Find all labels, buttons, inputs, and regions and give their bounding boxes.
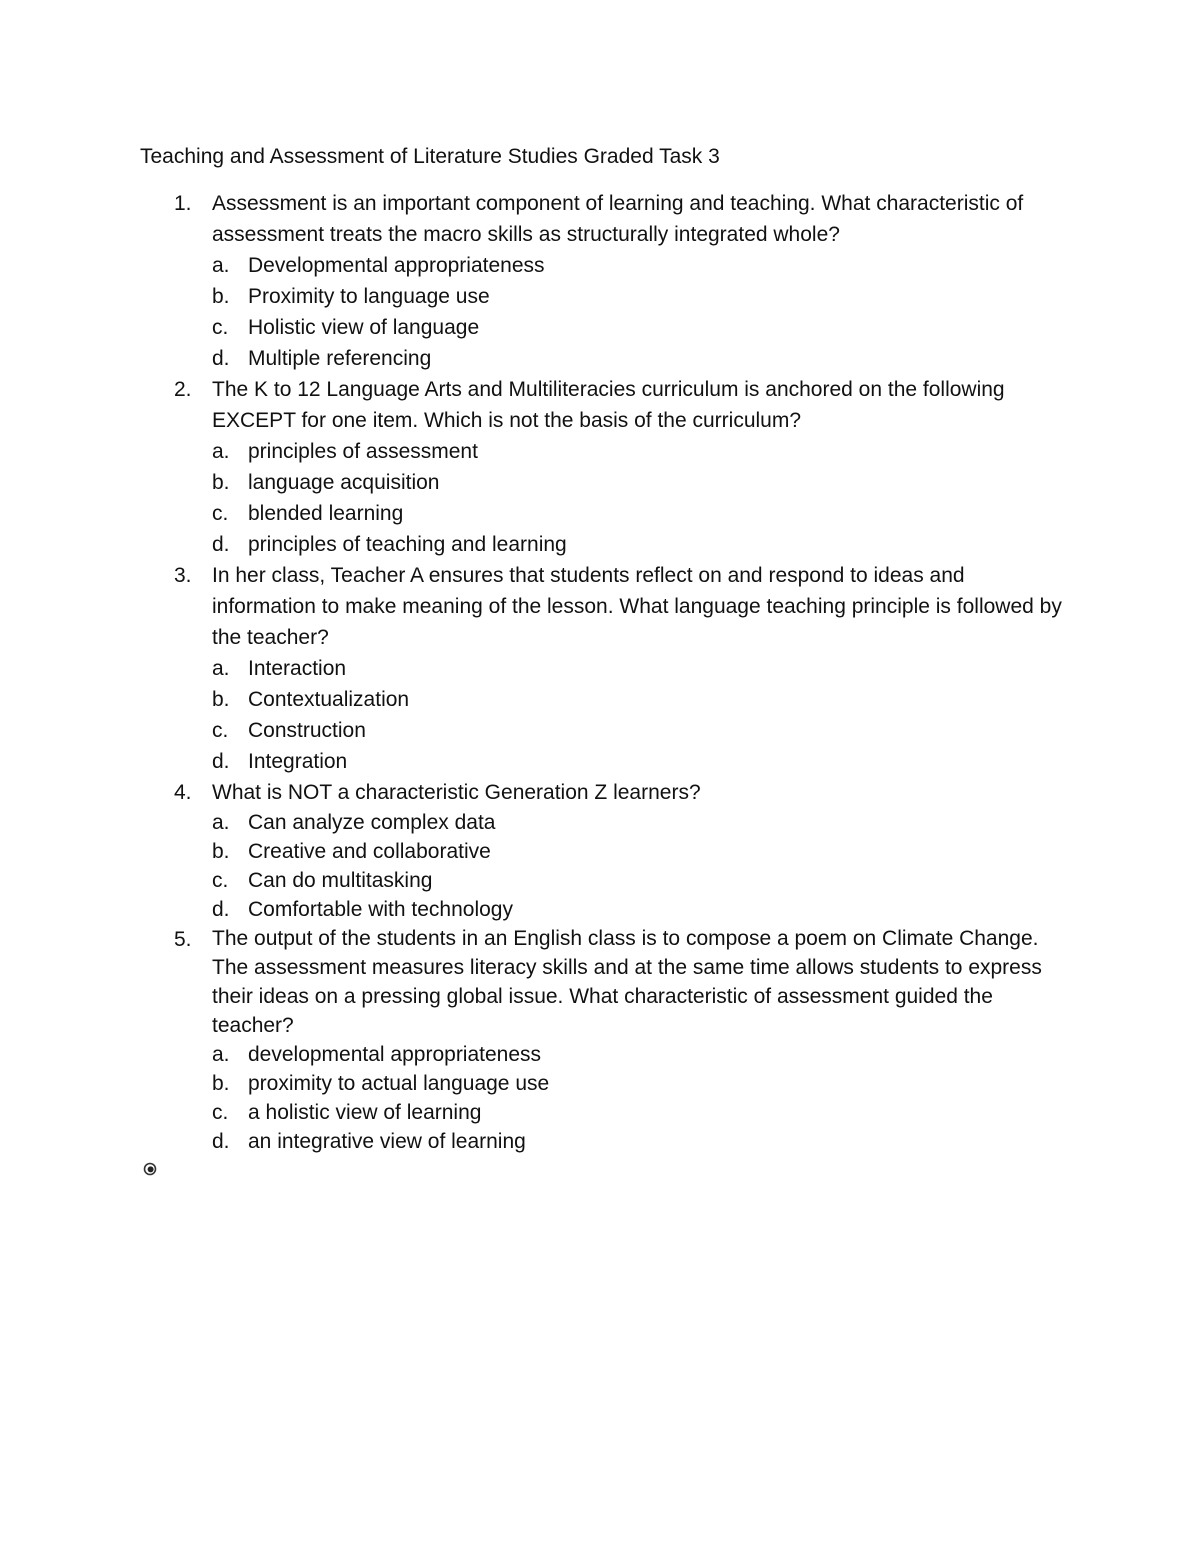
- option-text: Developmental appropriateness: [248, 254, 545, 277]
- option-text: language acquisition: [248, 471, 440, 494]
- question-item: [140, 560, 1070, 777]
- option-text: proximity to actual language use: [248, 1072, 550, 1095]
- option-letter: d.: [212, 347, 230, 370]
- option-letter: d.: [212, 1130, 230, 1153]
- option-text: blended learning: [248, 502, 404, 525]
- option-list: [212, 808, 1070, 924]
- option-text: Proximity to language use: [248, 285, 490, 308]
- option-list: [212, 1040, 1070, 1156]
- option-text: Contextualization: [248, 688, 410, 711]
- option-letter: d.: [212, 898, 230, 921]
- option-letter: c.: [212, 1101, 229, 1124]
- question-text: The K to 12 Language Arts and Multiliteracies curriculum is anchored on the following EXCEPT for one item. Which is not the basis of the curriculum?: [212, 378, 1005, 432]
- option-item: [212, 866, 1070, 895]
- option-item: [212, 1040, 1070, 1069]
- option-text: Comfortable with technology: [248, 898, 513, 921]
- question-number: 5.: [174, 928, 192, 951]
- option-letter: b.: [212, 285, 230, 308]
- option-letter: b.: [212, 1072, 230, 1095]
- question-item: [140, 777, 1070, 924]
- option-item: [212, 1069, 1070, 1098]
- option-item: [212, 467, 1070, 498]
- option-item: [212, 343, 1070, 374]
- option-text: an integrative view of learning: [248, 1130, 526, 1153]
- question-list: [140, 188, 1070, 1156]
- option-text: Creative and collaborative: [248, 840, 491, 863]
- option-letter: a.: [212, 440, 230, 463]
- option-item: [212, 895, 1070, 924]
- option-list: [212, 250, 1070, 374]
- option-letter: a.: [212, 657, 230, 680]
- option-text: developmental appropriateness: [248, 1043, 542, 1066]
- option-item: [212, 281, 1070, 312]
- option-text: Can analyze complex data: [248, 811, 496, 834]
- question-item: [140, 924, 1070, 1156]
- question-item: [140, 374, 1070, 560]
- option-text: Multiple referencing: [248, 347, 432, 370]
- question-number: 1.: [174, 192, 192, 215]
- option-letter: a.: [212, 811, 230, 834]
- option-item: [212, 1127, 1070, 1156]
- option-item: [212, 653, 1070, 684]
- option-letter: a.: [212, 1043, 230, 1066]
- option-list: [212, 653, 1070, 777]
- option-item: [212, 746, 1070, 777]
- text-cursor-icon: [143, 1162, 157, 1176]
- option-text: Construction: [248, 719, 366, 742]
- option-letter: c.: [212, 502, 229, 525]
- option-item: [212, 837, 1070, 866]
- question-number: 2.: [174, 378, 192, 401]
- option-item: [212, 312, 1070, 343]
- option-list: [212, 436, 1070, 560]
- option-letter: b.: [212, 688, 230, 711]
- option-item: [212, 684, 1070, 715]
- option-letter: c.: [212, 316, 229, 339]
- option-letter: b.: [212, 471, 230, 494]
- option-item: [212, 436, 1070, 467]
- option-text: principles of assessment: [248, 440, 478, 463]
- option-letter: d.: [212, 750, 230, 773]
- question-text: What is NOT a characteristic Generation Z learners?: [212, 781, 701, 804]
- option-text: Holistic view of language: [248, 316, 480, 339]
- option-item: [212, 715, 1070, 746]
- question-text: In her class, Teacher A ensures that students reflect on and respond to ideas and information to make meaning of the lesson. What language teaching principle is followed by the teacher?: [212, 564, 1062, 649]
- option-item: [212, 498, 1070, 529]
- question-number: 4.: [174, 781, 192, 804]
- question-text: Assessment is an important component of learning and teaching. What characteristic of assessment treats the macro skills as structurally integrated whole?: [212, 192, 1024, 246]
- option-item: [212, 1098, 1070, 1127]
- option-item: [212, 250, 1070, 281]
- option-letter: c.: [212, 869, 229, 892]
- option-text: Integration: [248, 750, 348, 773]
- option-letter: b.: [212, 840, 230, 863]
- option-letter: a.: [212, 254, 230, 277]
- option-text: principles of teaching and learning: [248, 533, 567, 556]
- question-item: [140, 188, 1070, 374]
- option-letter: d.: [212, 533, 230, 556]
- option-item: [212, 808, 1070, 837]
- option-item: [212, 529, 1070, 560]
- option-text: Interaction: [248, 657, 347, 680]
- question-number: 3.: [174, 564, 192, 587]
- option-text: Can do multitasking: [248, 869, 433, 892]
- question-text: The output of the students in an English class is to compose a poem on Climate Change. The assessment measures literacy skills and at the same time allows students to express their ideas on a pressing global issue. What characteristic of assessment guided the teacher?: [212, 927, 1042, 1037]
- option-letter: c.: [212, 719, 229, 742]
- option-text: a holistic view of learning: [248, 1101, 482, 1124]
- document-title: Teaching and Assessment of Literature Studies Graded Task 3: [140, 145, 720, 168]
